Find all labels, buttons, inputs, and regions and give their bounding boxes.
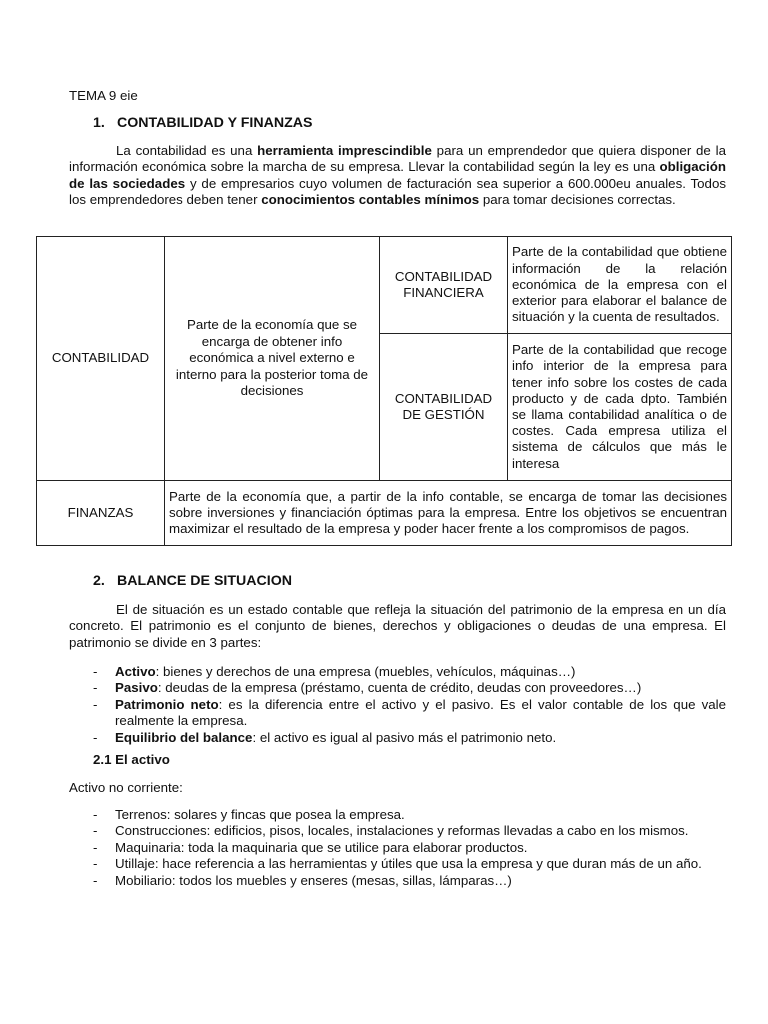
list-item: - Mobiliario: todos los muebles y enseres (mesas, sillas, lámparas…) (93, 873, 726, 889)
finanzas-label: FINANZAS (37, 481, 165, 546)
section-1-paragraph: La contabilidad es una herramienta imprescindible para un emprendedor que quiera disponer de la información económica sobre la marcha de su empresa. Llevar la contabilidad según la ley es una obligación de las sociedades y de empresarios cuyo volumen de facturación sea superior a 600.000eu anuales. Todos los emprendedores deben tener conocimientos contables mínimos para tomar decisiones correctas. (69, 143, 726, 208)
bold-term: conocimientos contables mínimos (261, 192, 480, 208)
list-item: - Pasivo: deudas de la empresa (préstamo, cuenta de crédito, deudas con proveedores…) (93, 680, 726, 696)
section-2-number: 2. (93, 573, 105, 589)
document-header: TEMA 9 eie (69, 88, 138, 103)
list-item: - Equilibrio del balance: el activo es igual al pasivo más el patrimonio neto. (93, 730, 726, 746)
finanzas-description: Parte de la economía que, a partir de la info contable, se encarga de tomar las decisiones sobre inversiones y financiación óptimas para la empresa. Entre los objetivos se encuentran maximizar el resultado de la empresa y poder hacer frente a los compromisos de pagos. (165, 481, 732, 546)
list-item: - Terrenos: solares y fincas que posea la empresa. (93, 807, 726, 823)
bold-term: obligación de las sociedades (69, 159, 726, 191)
section-1-number: 1. (93, 115, 105, 131)
definitions-table (36, 236, 732, 546)
section-2-paragraph: El de situación es un estado contable que refleja la situación del patrimonio de la empresa en un día concreto. El patrimonio es el conjunto de bienes, derechos y obligaciones o deudas de una empresa. El patrimonio se divide en 3 partes: (69, 602, 726, 650)
contabilidad-description: Parte de la economía que se encarga de obtener info económica a nivel externo e interno para la posterior toma de decisiones (165, 237, 380, 481)
list-item: - Maquinaria: toda la maquinaria que se utilice para elaborar productos. (93, 840, 726, 856)
bold-term: herramienta imprescindible (257, 143, 432, 158)
section-2-heading (93, 573, 292, 589)
section-1-title: CONTABILIDAD Y FINANZAS (117, 115, 313, 131)
list-item: - Utillaje: hace referencia a las herramientas y útiles que usa la empresa y que duran más de un año. (93, 856, 726, 872)
subsection-heading: 2.1 El activo (93, 752, 170, 767)
gestion-description: Parte de la contabilidad que recoge info interior de la empresa para tener info sobre los costes de cada producto y de cada dpto. También se llama contabilidad analítica o de costes. Cada empresa utiliza el sistema de cálculos que más le interesa (508, 334, 732, 481)
section-1-heading (93, 115, 312, 131)
activo-items-list (93, 807, 726, 889)
gestion-label: CONTABILIDAD DE GESTIÓN (380, 334, 508, 481)
financiera-description: Parte de la contabilidad que obtiene información de la relación económica de la empresa con el exterior para elaborar el balance de situación y la cuenta de resultados. (508, 237, 732, 334)
patrimonio-parts-list (93, 664, 726, 746)
contabilidad-label: CONTABILIDAD (37, 237, 165, 481)
financiera-label: CONTABILIDAD FINANCIERA (380, 237, 508, 334)
activo-no-corriente-label: Activo no corriente: (69, 780, 183, 795)
section-2-title: BALANCE DE SITUACION (117, 573, 292, 589)
list-item: - Construcciones: edificios, pisos, locales, instalaciones y reformas llevadas a cabo en los mismos. (93, 823, 726, 839)
list-item: - Activo: bienes y derechos de una empresa (muebles, vehículos, máquinas…) (93, 664, 726, 680)
list-item: - Patrimonio neto: es la diferencia entre el activo y el pasivo. Es el valor contable de los que vale realmente la empresa. (93, 697, 726, 730)
